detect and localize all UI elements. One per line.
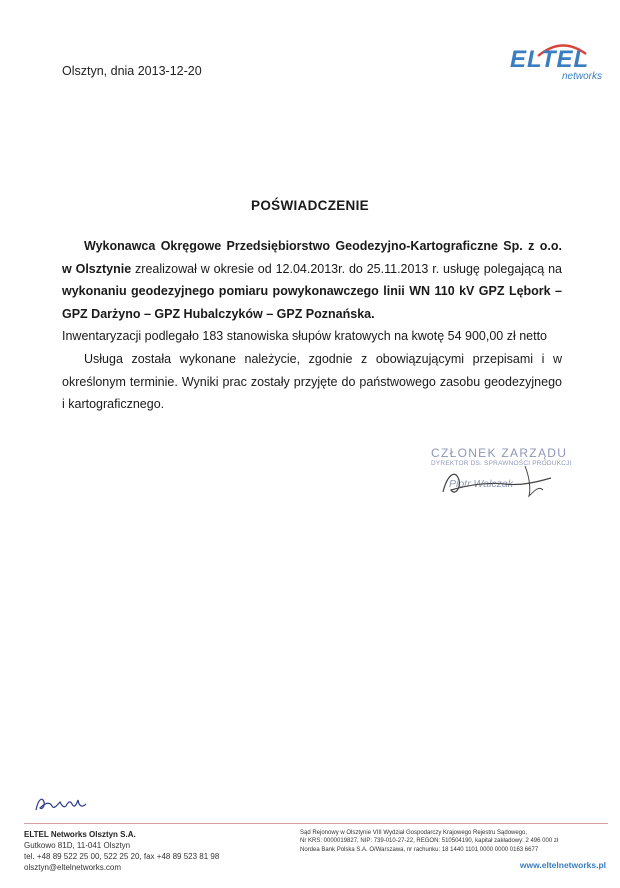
paragraph-1 (62, 235, 562, 325)
footer-website: www.eltelnetworks.pl (519, 860, 606, 870)
stamp-line-2: DYREKTOR DS. SPRAWNOŚCI PRODUKCJI (431, 460, 572, 467)
footer-registry-numbers: Nr KRS: 0000019827, NIP: 739-010-27-22, REGON: 510504190, kapitał zakładowy: 2 496 000 zł (300, 838, 559, 845)
document-title: POŚWIADCZENIE (251, 198, 369, 213)
footer-bank: Nordea Bank Polska S.A. O/Warszawa, nr rachunku: 18 1440 1101 0000 0000 0163 6677 (300, 846, 539, 853)
contractor-name: Wykonawca Okręgowe Przedsiębiorstwo Geodezyjno-Kartograficzne Sp. z o.o. w Olsztynie (62, 239, 562, 276)
footer-divider (24, 823, 608, 824)
footer-court: Sąd Rejonowy w Olsztynie VIII Wydział Gospodarczy Krajowego Rejestru Sądowego, (300, 830, 528, 836)
footer-contact (24, 829, 219, 873)
signature-scribble-icon (425, 446, 575, 506)
footer-address: Gutkowo 81D, 11-041 Olsztyn (24, 841, 131, 850)
document-body (62, 235, 562, 416)
stamp-line-1: CZŁONEK ZARZĄDU (431, 446, 568, 460)
footer-phones: tel. +48 89 522 25 00, 522 25 20, fax +48 89 523 81 98 (24, 852, 220, 861)
footer-email: olsztyn@eltelnetworks.com (24, 863, 122, 872)
handwritten-initials-icon (32, 792, 92, 814)
paragraph-3: Usługa została wykonane należycie, zgodnie z obowiązującymi przepisami i w określonym terminie. Wyniki prac zostały przyjęte do państwowego zasobu geodezyjnego i kartograficznego. (62, 351, 562, 412)
footer-company: ELTEL Networks Olsztyn S.A. (24, 830, 136, 839)
stamp-line-3: Piotr Walczak (449, 478, 513, 490)
signature-stamp (425, 446, 575, 506)
paragraph-2: Inwentaryzacji podlegało 183 stanowiska słupów kratowych na kwotę 54 900,00 zł netto (62, 329, 548, 344)
logo-word: ELTEL (510, 46, 590, 73)
logo-subtitle: networks (561, 71, 602, 82)
eltel-logo (506, 46, 606, 86)
place-and-date: Olsztyn, dnia 2013-12-20 (62, 64, 202, 78)
footer-registry (300, 829, 608, 854)
paragraph-1-text: zrealizował w okresie od 12.04.2013r. do 25.11.2013 r. usługę polegającą na (131, 261, 562, 276)
service-description: wykonaniu geodezyjnego pomiaru powykonawczego linii WN 110 kV GPZ Lębork – GPZ Darżyno – GPZ Hubalczyków – GPZ Poznańska. (62, 284, 562, 321)
